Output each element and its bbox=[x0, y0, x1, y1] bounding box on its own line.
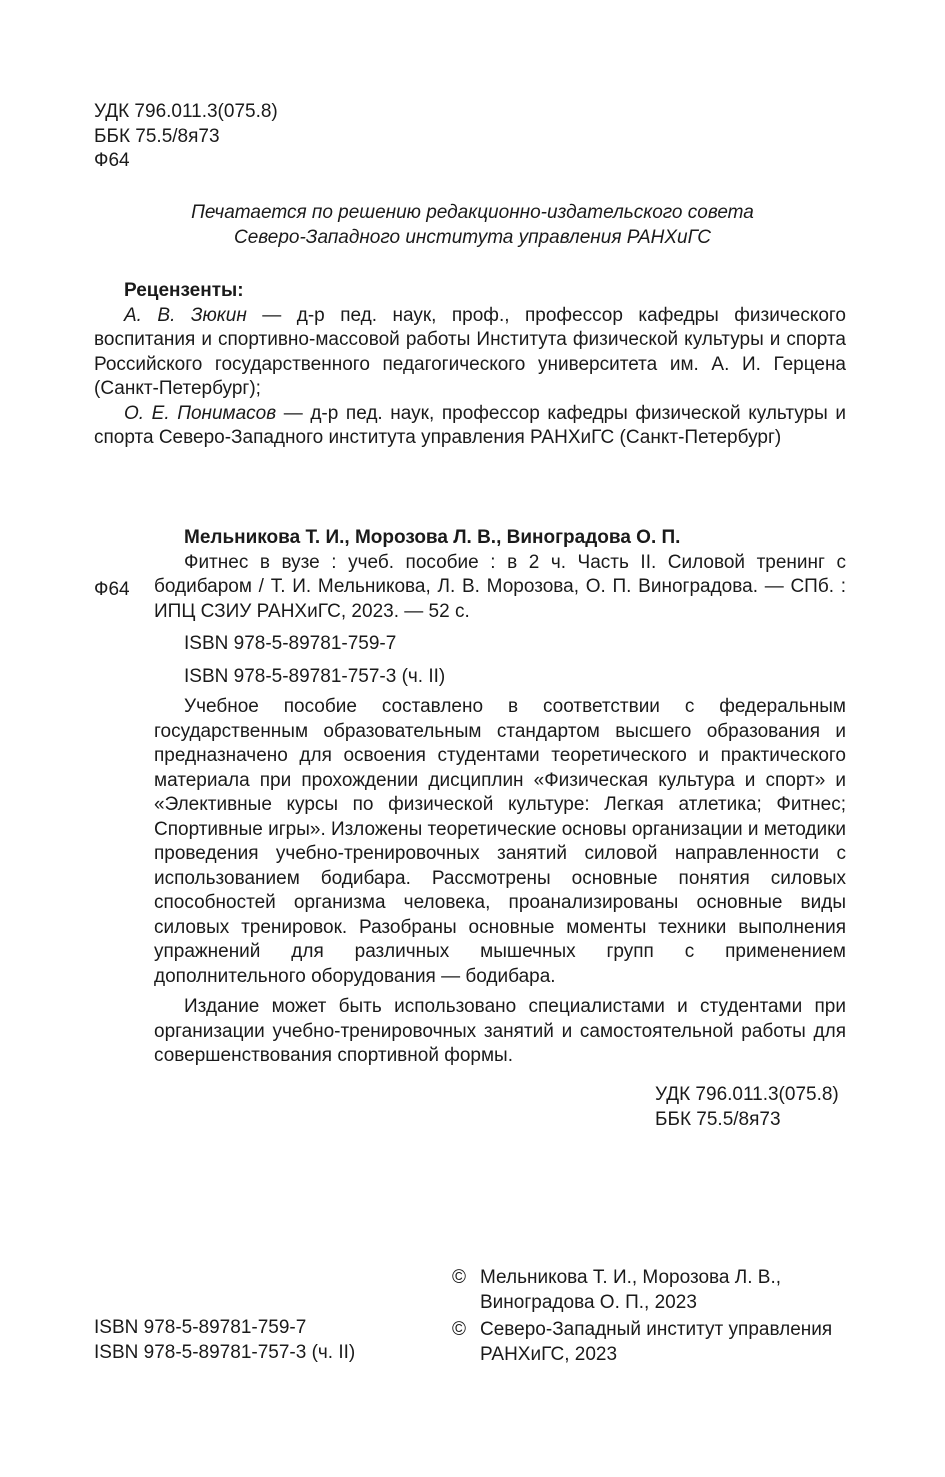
reviewers-heading: Рецензенты: bbox=[124, 280, 244, 301]
header-classification bbox=[94, 100, 278, 174]
record-usage-note: Издание может быть использовано специалистами и студентами при организации учебно-тренировочных занятий и самостоятельной работы для совершенствования спортивной формы. bbox=[154, 996, 846, 1066]
reviewer-name: А. В. Зюкин bbox=[124, 304, 247, 326]
reviewer-credentials: — д-р пед. наук, проф., профессор кафедры физического воспитания и спортивно-массовой работы Института физической культуры и спорта Российского государственного педагогического университета им. А. И. Герцена (Санкт-Петербург); bbox=[94, 304, 846, 399]
record-author-sign: Ф64 bbox=[94, 579, 130, 600]
copyright-entry bbox=[452, 1266, 846, 1315]
record-authors: Мельникова Т. И., Морозова Л. В., Виноградова О. П. bbox=[184, 527, 681, 548]
reviewers-section bbox=[94, 279, 846, 451]
bbk-code: ББК 75.5/8я73 bbox=[94, 125, 220, 147]
copyright-holder-line: Северо-Западный институт управления bbox=[480, 1319, 833, 1340]
copyright-block bbox=[452, 1266, 846, 1367]
bbk-code: ББК 75.5/8я73 bbox=[655, 1108, 781, 1130]
udk-code: УДК 796.011.3(075.8) bbox=[655, 1084, 839, 1105]
record-title: Фитнес в вузе : учеб. пособие : в 2 ч. Часть II. Силовой тренинг с бодибаром / Т. И. Мельникова, Л. В. Морозова, О. П. Виноградова. — СПб. : ИПЦ СЗИУ РАНХиГС, 2023. — 52 с. bbox=[154, 551, 846, 622]
reviewer-name: О. Е. Понимасов bbox=[124, 402, 277, 424]
bibliographic-record bbox=[154, 526, 846, 1069]
copyright-entry bbox=[452, 1318, 846, 1367]
approval-line-2: Северо-Западного института управления РАНХиГС bbox=[233, 226, 712, 248]
author-sign: Ф64 bbox=[94, 150, 130, 171]
udk-code: УДК 796.011.3(075.8) bbox=[94, 101, 278, 122]
copyright-holder-line: РАНХиГС, 2023 bbox=[480, 1343, 618, 1365]
isbn-block bbox=[94, 1316, 355, 1365]
reviewer-entry bbox=[94, 304, 846, 402]
copyright-icon: © bbox=[452, 1319, 466, 1340]
isbn-1: ISBN 978-5-89781-759-7 bbox=[94, 1317, 307, 1338]
footer-classification bbox=[655, 1083, 839, 1132]
publication-approval bbox=[0, 201, 945, 250]
record-isbn-1: ISBN 978-5-89781-759-7 bbox=[184, 633, 397, 654]
record-isbn-2: ISBN 978-5-89781-757-3 (ч. II) bbox=[184, 665, 446, 687]
copyright-icon: © bbox=[452, 1267, 466, 1288]
isbn-2: ISBN 978-5-89781-757-3 (ч. II) bbox=[94, 1341, 356, 1363]
record-abstract: Учебное пособие составлено в соответствии с федеральным государственным образовательным стандартом высшего образования и предназначено для освоения студентами теоретического и практического материала при прохождении дисциплин «Физическая культура и спорт» и «Элективные курсы по физической культуре: Легкая атлетика; Фитнес; Спортивные игры». Изложены теоретические основы организации и методики проведения учебно-тренировочных занятий силовой направленности с использованием бодибара. Рассмотрены основные понятия силовых способностей организма человека, проанализированы основные виды силовых тренировок. Разобраны основные моменты техники выполнения упражнений для различных мышечных групп с применением дополнительного оборудования — бодибара. bbox=[154, 696, 847, 987]
copyright-holder-line: Виноградова О. П., 2023 bbox=[480, 1291, 697, 1313]
reviewer-entry bbox=[94, 402, 846, 451]
approval-line-1: Печатается по решению редакционно-издательского совета bbox=[191, 202, 754, 223]
reviewer-credentials: — д-р пед. наук, профессор кафедры физической культуры и спорта Северо-Западного института управления РАНХиГС (Санкт-Петербург) bbox=[94, 402, 846, 448]
copyright-holder-line: Мельникова Т. И., Морозова Л. В., bbox=[480, 1267, 782, 1288]
